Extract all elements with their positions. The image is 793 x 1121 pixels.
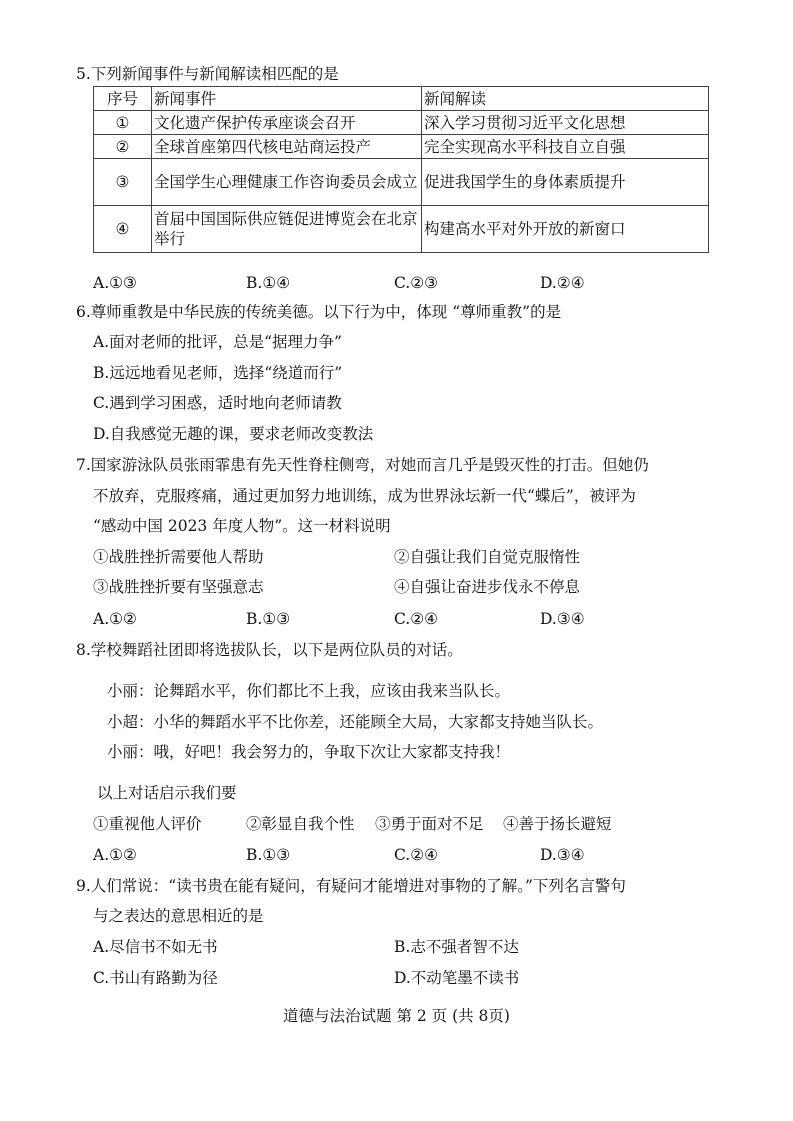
q6-option-a[interactable]: A.面对老师的批评，总是“据理力争”	[93, 333, 342, 351]
news-table	[93, 86, 709, 253]
q9-option-a[interactable]: A.尽信书不如无书	[93, 938, 218, 956]
q8-dialogue-line-1: 小丽：论舞蹈水平，你们都比不上我，应该由我来当队长。	[107, 682, 511, 700]
question-8-stem: 8.学校舞蹈社团即将选拔队长，以下是两位队员的对话。	[76, 641, 463, 659]
page-footer: 道德与法治试题 第 2 页 (共 8页)	[283, 1007, 510, 1025]
table-row	[94, 206, 709, 253]
q7-option-c[interactable]: C.②④	[394, 610, 439, 628]
q6-option-b[interactable]: B.远远地看见老师，选择“绕道而行”	[93, 364, 343, 382]
row-reading: 构建高水平对外开放的新窗口	[422, 206, 709, 253]
table-row	[94, 135, 709, 159]
row-reading: 深入学习贯彻习近平文化思想	[422, 111, 709, 135]
question-7-stem-line-2: 不放弃，克服疼痛，通过更加努力地训练，成为世界泳坛新一代“蝶后”，被评为	[93, 487, 636, 505]
q8-statement-4: ④善于扬长避短	[503, 815, 612, 833]
q8-statement-2: ②彰显自我个性	[246, 815, 355, 833]
row-event: 全国学生心理健康工作咨询委员会成立	[152, 159, 422, 206]
q5-option-c[interactable]: C.②③	[394, 274, 439, 292]
question-7-stem-line-1: 7.国家游泳队员张雨霏患有先天性脊柱侧弯，对她而言几乎是毁灭性的打击。但她仍	[76, 456, 649, 474]
table-row	[94, 111, 709, 135]
table-header-row	[94, 87, 709, 111]
row-event: 首届中国国际供应链促进博览会在北京举行	[152, 206, 422, 253]
row-no: ④	[94, 206, 152, 253]
header-event: 新闻事件	[152, 87, 422, 111]
q9-option-d[interactable]: D.不动笔墨不读书	[394, 969, 520, 987]
q8-dialogue-line-2: 小超：小华的舞蹈水平不比你差，还能顾全大局，大家都支持她当队长。	[107, 713, 604, 731]
q8-option-c[interactable]: C.②④	[394, 846, 439, 864]
q7-option-a[interactable]: A.①②	[93, 610, 137, 628]
row-event: 文化遗产保护传承座谈会召开	[152, 111, 422, 135]
row-no: ③	[94, 159, 152, 206]
q8-option-a[interactable]: A.①②	[93, 846, 137, 864]
q5-option-d[interactable]: D.②④	[540, 274, 585, 292]
q8-prompt: 以上对话启示我们要	[97, 784, 237, 802]
q5-option-a[interactable]: A.①③	[93, 274, 137, 292]
q7-statement-2: ②自强让我们自觉克服惰性	[394, 548, 581, 566]
q7-statement-1: ①战胜挫折需要他人帮助	[93, 548, 264, 566]
q7-statement-4: ④自强让奋进步伐永不停息	[394, 578, 581, 596]
q8-statement-3: ③勇于面对不足	[375, 815, 484, 833]
q7-option-d[interactable]: D.③④	[540, 610, 585, 628]
table-row	[94, 159, 709, 206]
q9-option-c[interactable]: C.书山有路勤为径	[93, 969, 218, 987]
header-reading: 新闻解读	[422, 87, 709, 111]
q8-statement-1: ①重视他人评价	[93, 815, 202, 833]
q7-option-b[interactable]: B.①③	[246, 610, 291, 628]
q6-option-c[interactable]: C.遇到学习困惑，适时地向老师请教	[93, 394, 342, 412]
row-no: ①	[94, 111, 152, 135]
q9-option-b[interactable]: B.志不强者智不达	[394, 938, 519, 956]
question-9-stem-line-1: 9.人们常说：“读书贵在能有疑问，有疑问才能增进对事物的了解。”下列名言警句	[76, 877, 626, 895]
q7-statement-3: ③战胜挫折要有坚强意志	[93, 578, 264, 596]
q8-dialogue-line-3: 小丽：哦，好吧！我会努力的，争取下次让大家都支持我！	[107, 743, 511, 761]
q5-option-b[interactable]: B.①④	[246, 274, 291, 292]
q6-option-d[interactable]: D.自我感觉无趣的课，要求老师改变教法	[93, 425, 374, 443]
row-reading: 促进我国学生的身体素质提升	[422, 159, 709, 206]
q8-option-b[interactable]: B.①③	[246, 846, 291, 864]
question-9-stem-line-2: 与之表达的意思相近的是	[93, 907, 264, 925]
header-no: 序号	[94, 87, 152, 111]
row-no: ②	[94, 135, 152, 159]
row-event: 全球首座第四代核电站商运投产	[152, 135, 422, 159]
question-6-stem: 6.尊师重教是中华民族的传统美德。以下行为中，体现 “尊师重教”的是	[76, 303, 562, 321]
question-7-stem-line-3: “感动中国 2023 年度人物”。这一材料说明	[93, 517, 391, 535]
row-reading: 完全实现高水平科技自立自强	[422, 135, 709, 159]
q8-option-d[interactable]: D.③④	[540, 846, 585, 864]
question-5-stem: 5.下列新闻事件与新闻解读相匹配的是	[76, 65, 339, 83]
